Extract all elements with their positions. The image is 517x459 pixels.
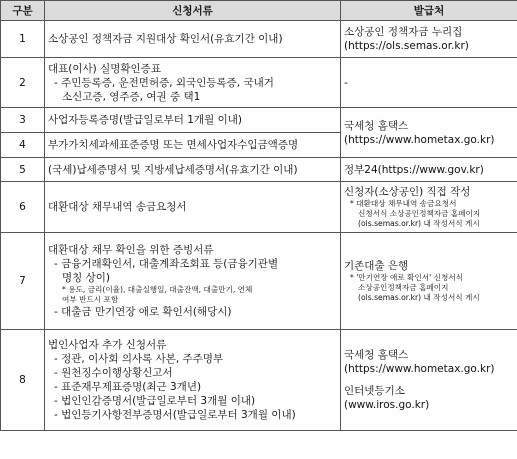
row-issuer [341, 182, 517, 233]
table-header-row [1, 1, 517, 21]
doc-line: - 표준재무제표증명(최근 3개년) [54, 381, 202, 393]
row-issuer [341, 158, 517, 182]
row-number: 8 [1, 330, 45, 431]
doc-line: 대환대상 채무 확인을 위한 증빙서류 [48, 244, 214, 256]
doc-line: - 금융거래확인서, 대출계좌조회표 등(금융기관별 [54, 258, 279, 270]
row-number: 7 [1, 233, 45, 330]
row-number: 3 [1, 108, 45, 133]
header-issuer: 발급처 [341, 1, 517, 21]
row-issuer [341, 233, 517, 330]
doc-line: - 주민등록증, 운전면허증, 외국인등록증, 국내거 [54, 76, 274, 89]
issuer-line: 기존대출 은행 [344, 260, 409, 272]
row-docs [45, 158, 341, 182]
header-docs: 신청서류 [45, 1, 341, 21]
issuer-line: - [344, 76, 348, 89]
doc-line: 명칭 상이) [62, 272, 111, 284]
issuer-note: 신청서식 소상공인정책자금 홈페이지 [358, 209, 481, 218]
doc-line: - 정관, 이사회 의사록 사본, 주주명부 [54, 353, 224, 365]
issuer-url: (www.iros.go.kr) [344, 399, 430, 411]
doc-line: - 법인인감증명서(발급일로부터 3개월 이내) [54, 395, 256, 407]
table-row [1, 182, 517, 233]
row-issuer [341, 330, 517, 431]
row-number: 5 [1, 158, 45, 182]
issuer-url: (https://www.hometax.go.kr) [344, 133, 495, 146]
row-docs [45, 108, 341, 133]
doc-line: 대환대상 채무내역 송금요청서 [48, 201, 187, 213]
issuer-url: (https://www.hometax.go.kr) [344, 363, 495, 375]
doc-line: (국세)납세증명서 및 지방세납세증명서(유효기간 이내) [48, 163, 298, 176]
issuer-note: 소상공인정책자금 홈페이지 [358, 283, 449, 292]
issuer-line: 소상공인 정책자금 누리집 [344, 26, 463, 38]
row-docs [45, 233, 341, 330]
doc-line: 법인사업자 추가 신청서류 [48, 339, 167, 351]
doc-line: 소신고증, 영주증, 여권 중 택1 [62, 90, 201, 103]
table-row [1, 158, 517, 182]
issuer-line: 국세청 홈택스 [344, 349, 409, 361]
issuer-note: * '만기연장 애로 확인서' 신청서식 [350, 273, 463, 282]
issuer-line: 신청자(소상공인) 직접 작성 [344, 186, 471, 198]
doc-line: - 대출금 만기연장 애로 확인서(해당시) [54, 306, 232, 318]
row-issuer [341, 108, 517, 158]
issuer-line: 인터넷등기소 [344, 385, 405, 397]
issuer-line: 정부24(https://www.gov.kr) [344, 163, 484, 176]
issuer-line: 국세청 홈택스 [344, 119, 409, 132]
row-docs [45, 21, 341, 58]
row-number: 6 [1, 182, 45, 233]
doc-line: 소상공인 정책자금 지원대상 확인서(유효기간 이내) [48, 33, 283, 45]
doc-line: - 원천징수이행상황신고서 [54, 367, 173, 379]
row-number: 1 [1, 21, 45, 58]
table-row [1, 108, 517, 133]
table-row [1, 21, 517, 58]
row-docs [45, 330, 341, 431]
row-docs [45, 182, 341, 233]
doc-line: 대표(이사) 실명확인증표 [48, 62, 161, 75]
doc-line: 부가가치세과세표준증명 또는 면세사업자수입금액증명 [48, 139, 299, 151]
issuer-url: (https://ols.semas.or.kr) [344, 40, 469, 52]
row-number: 4 [1, 133, 45, 158]
row-number: 2 [1, 58, 45, 108]
header-no: 구분 [1, 1, 45, 21]
issuer-note: (ols.semas.or.kr) 내 작성서식 게시 [358, 219, 480, 228]
row-issuer [341, 21, 517, 58]
doc-line: 사업자등록증명(발급일로부터 1개월 이내) [48, 114, 242, 126]
row-issuer [341, 58, 517, 108]
table-row [1, 233, 517, 330]
issuer-note: * 대환대상 채무내역 송금요청서 [350, 199, 457, 208]
doc-line: - 법인등기사항전부증명서(발급일로부터 3개월 이내) [54, 409, 296, 421]
doc-note: 여부 반드시 포함 [62, 295, 119, 304]
spacer [344, 376, 514, 384]
doc-note: * 용도, 금리(이율), 대출실행일, 대출잔액, 대출만기, 연체 [62, 285, 253, 294]
row-docs [45, 58, 341, 108]
row-docs [45, 133, 341, 158]
table-row [1, 330, 517, 431]
table-row [1, 58, 517, 108]
issuer-note: (ols.semas.or.kr) 내 작성서식 게시 [358, 293, 480, 302]
